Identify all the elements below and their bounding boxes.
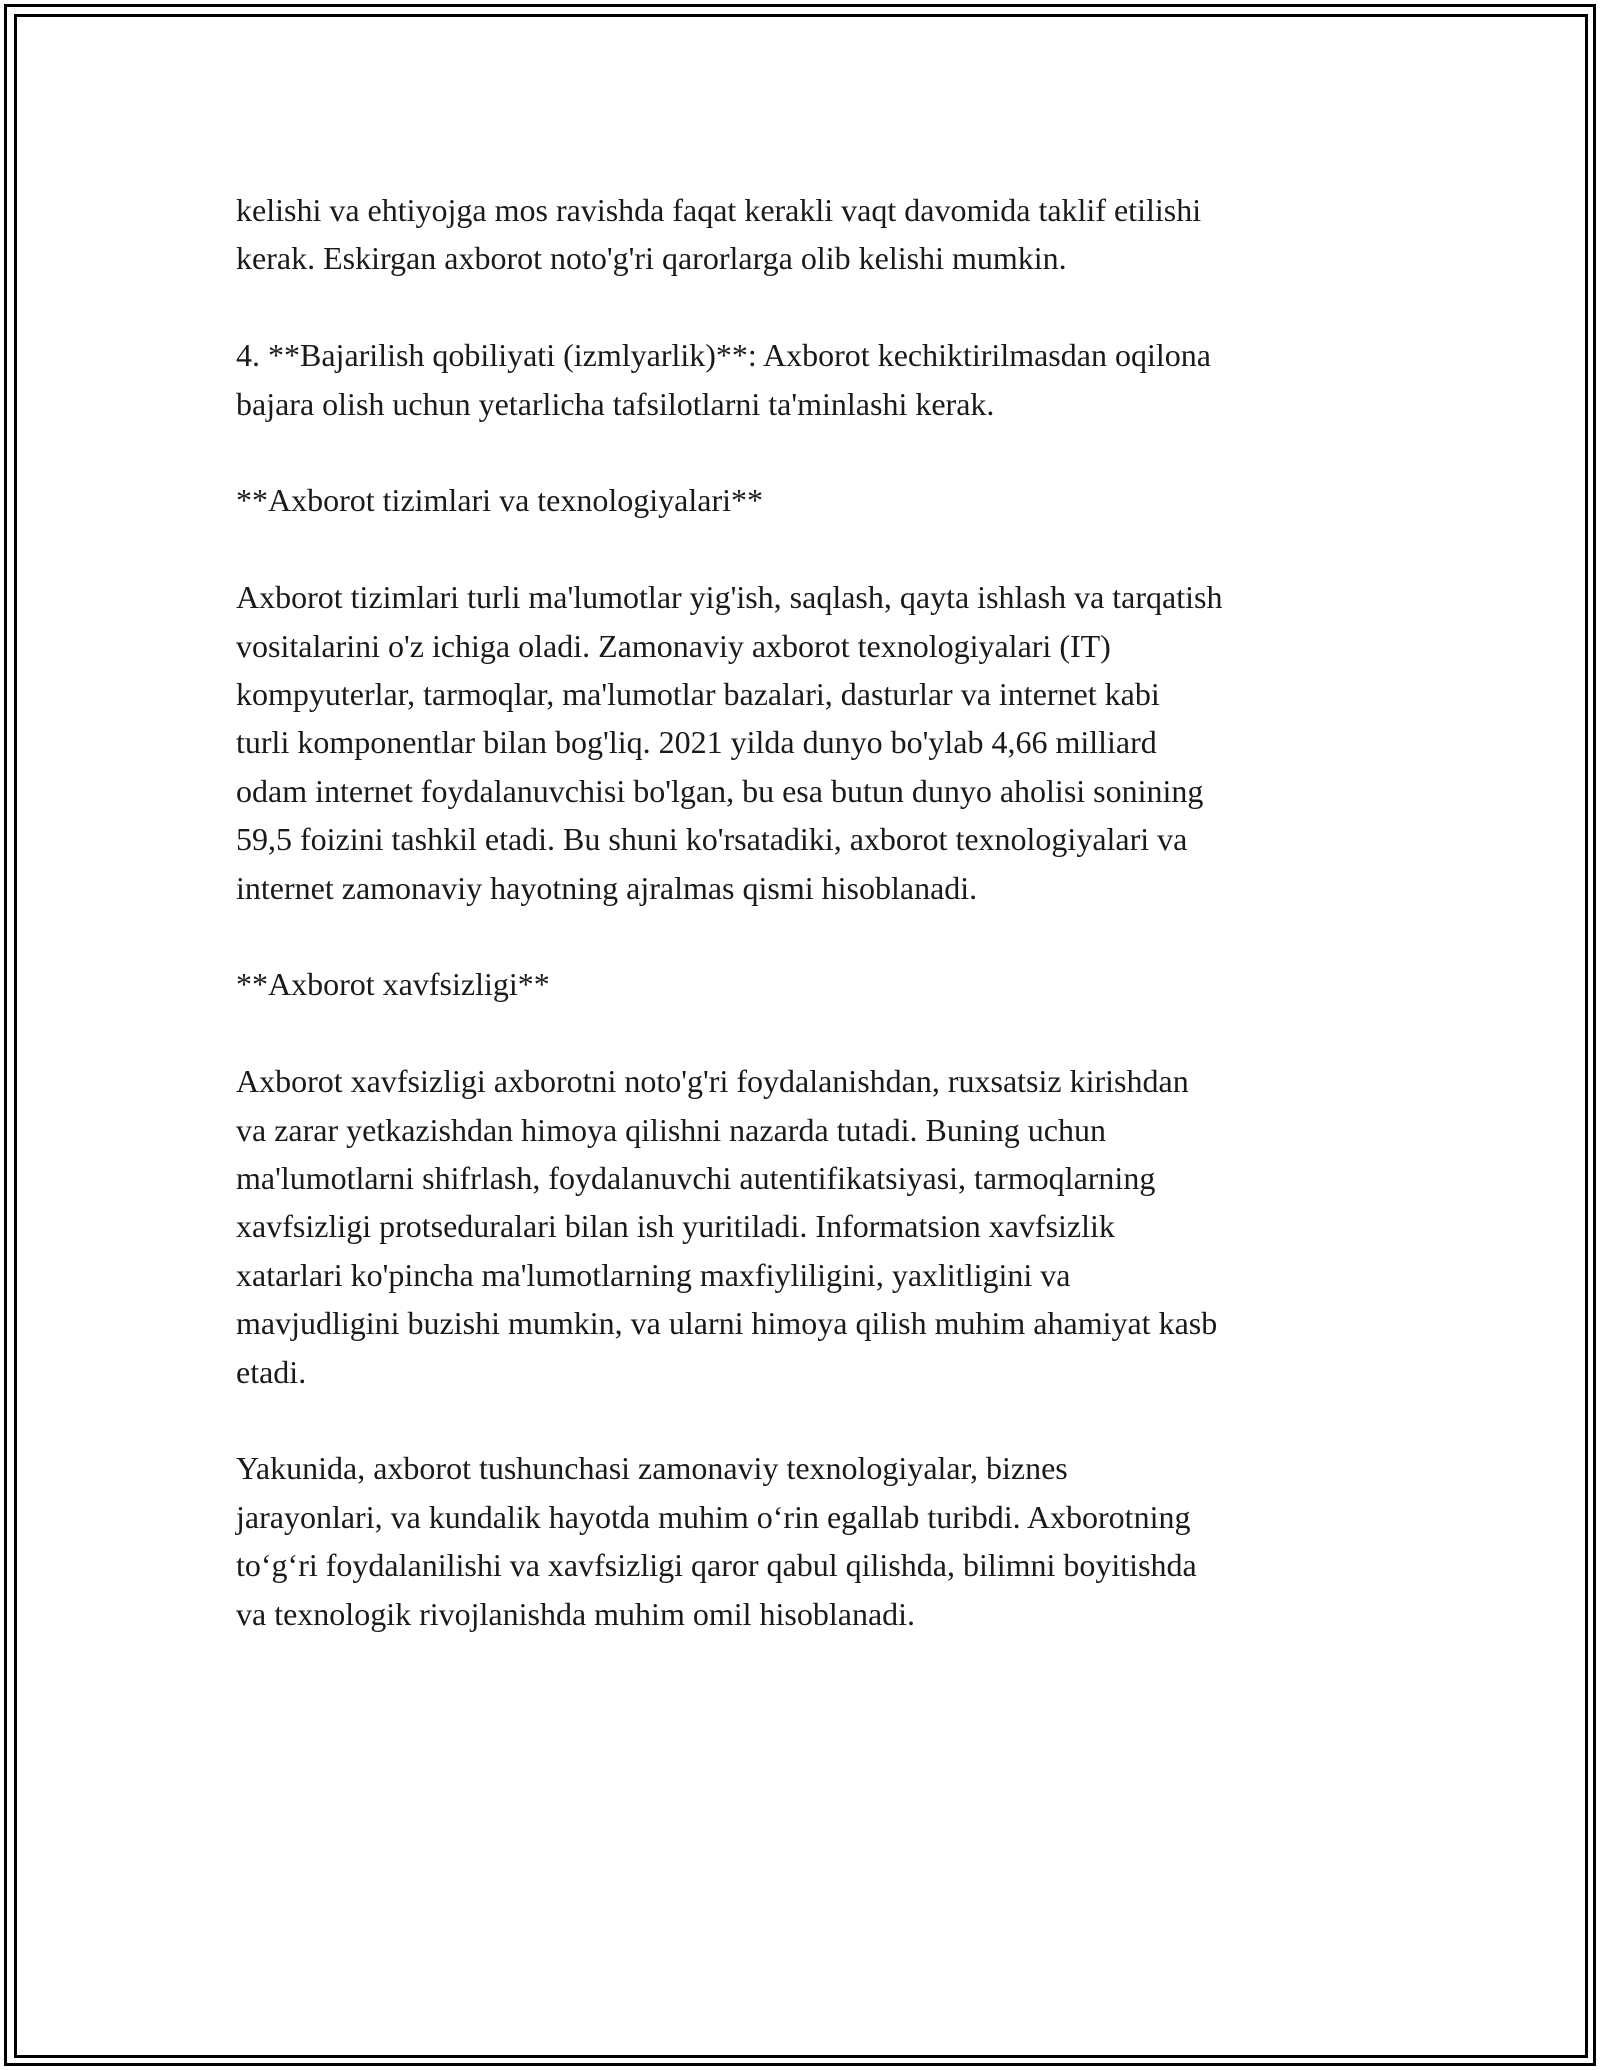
paragraph-yakunida bbox=[236, 1444, 1376, 1638]
paragraph-item-4 bbox=[236, 331, 1376, 428]
text-line: etadi. bbox=[236, 1353, 307, 1390]
text-line: Yakunida, axborot tushunchasi zamonaviy texnologiyalar, biznes bbox=[236, 1450, 1068, 1487]
text-line: Axborot xavfsizligi axborotni noto'g'ri foydalanishdan, ruxsatsiz kirishdan bbox=[236, 1063, 1189, 1100]
document-body bbox=[236, 186, 1376, 1686]
text-line: va texnologik rivojlanishda muhim omil hisoblanadi. bbox=[236, 1595, 916, 1632]
text-line: internet zamonaviy hayotning ajralmas qismi hisoblanadi. bbox=[236, 869, 978, 906]
text-line: turli komponentlar bilan bog'liq. 2021 yilda dunyo bo'ylab 4,66 milliard bbox=[236, 724, 1157, 761]
text-line: va zarar yetkazishdan himoya qilishni nazarda tutadi. Buning uchun bbox=[236, 1111, 1106, 1148]
text-line: ma'lumotlarni shifrlash, foydalanuvchi autentifikatsiyasi, tarmoqlarning bbox=[236, 1160, 1156, 1197]
text-line: kerak. Eskirgan axborot noto'g'ri qarorlarga olib kelishi mumkin. bbox=[236, 240, 1067, 277]
text-line: 59,5 foizini tashkil etadi. Bu shuni ko'rsatadiki, axborot texnologiyalari va bbox=[236, 821, 1188, 858]
text-line: xavfsizligi protseduralari bilan ish yuritiladi. Informatsion xavfsizlik bbox=[236, 1208, 1115, 1245]
text-line: vositalarini o'z ichiga oladi. Zamonaviy axborot texnologiyalari (IT) bbox=[236, 627, 1111, 664]
text-line: kelishi va ehtiyojga mos ravishda faqat kerakli vaqt davomida taklif etilishi bbox=[236, 192, 1202, 228]
text-line: mavjudligini buzishi mumkin, va ularni himoya qilish muhim ahamiyat kasb bbox=[236, 1305, 1218, 1342]
text-line: **Axborot xavfsizligi** bbox=[236, 966, 550, 1003]
text-line: bajara olish uchun yetarlicha tafsilotlarni ta'minlashi kerak. bbox=[236, 385, 995, 422]
text-line: Axborot tizimlari turli ma'lumotlar yig'ish, saqlash, qayta ishlash va tarqatish bbox=[236, 579, 1223, 616]
text-line: odam internet foydalanuvchisi bo'lgan, bu esa butun dunyo aholisi sonining bbox=[236, 772, 1204, 809]
text-line: xatarlari ko'pincha ma'lumotlarning maxfiyliligini, yaxlitligini va bbox=[236, 1256, 1071, 1293]
paragraph-axborot-tizimlari bbox=[236, 573, 1376, 912]
paragraph-axborot-xavfsizligi bbox=[236, 1057, 1376, 1396]
text-line: **Axborot tizimlari va texnologiyalari** bbox=[236, 482, 763, 519]
text-line: jarayonlari, va kundalik hayotda muhim o‘rin egallab turibdi. Axborotning bbox=[236, 1498, 1191, 1535]
text-line: kompyuterlar, tarmoqlar, ma'lumotlar bazalari, dasturlar va internet kabi bbox=[236, 676, 1160, 713]
heading-axborot-xavfsizligi bbox=[236, 960, 1376, 1008]
heading-axborot-tizimlari bbox=[236, 476, 1376, 524]
text-line: to‘g‘ri foydalanilishi va xavfsizligi qaror qabul qilishda, bilimni boyitishda bbox=[236, 1547, 1197, 1584]
paragraph-continuation bbox=[236, 186, 1376, 283]
text-line: 4. **Bajarilish qobiliyati (izmlyarlik)**: Axborot kechiktirilmasdan oqilona bbox=[236, 337, 1211, 374]
